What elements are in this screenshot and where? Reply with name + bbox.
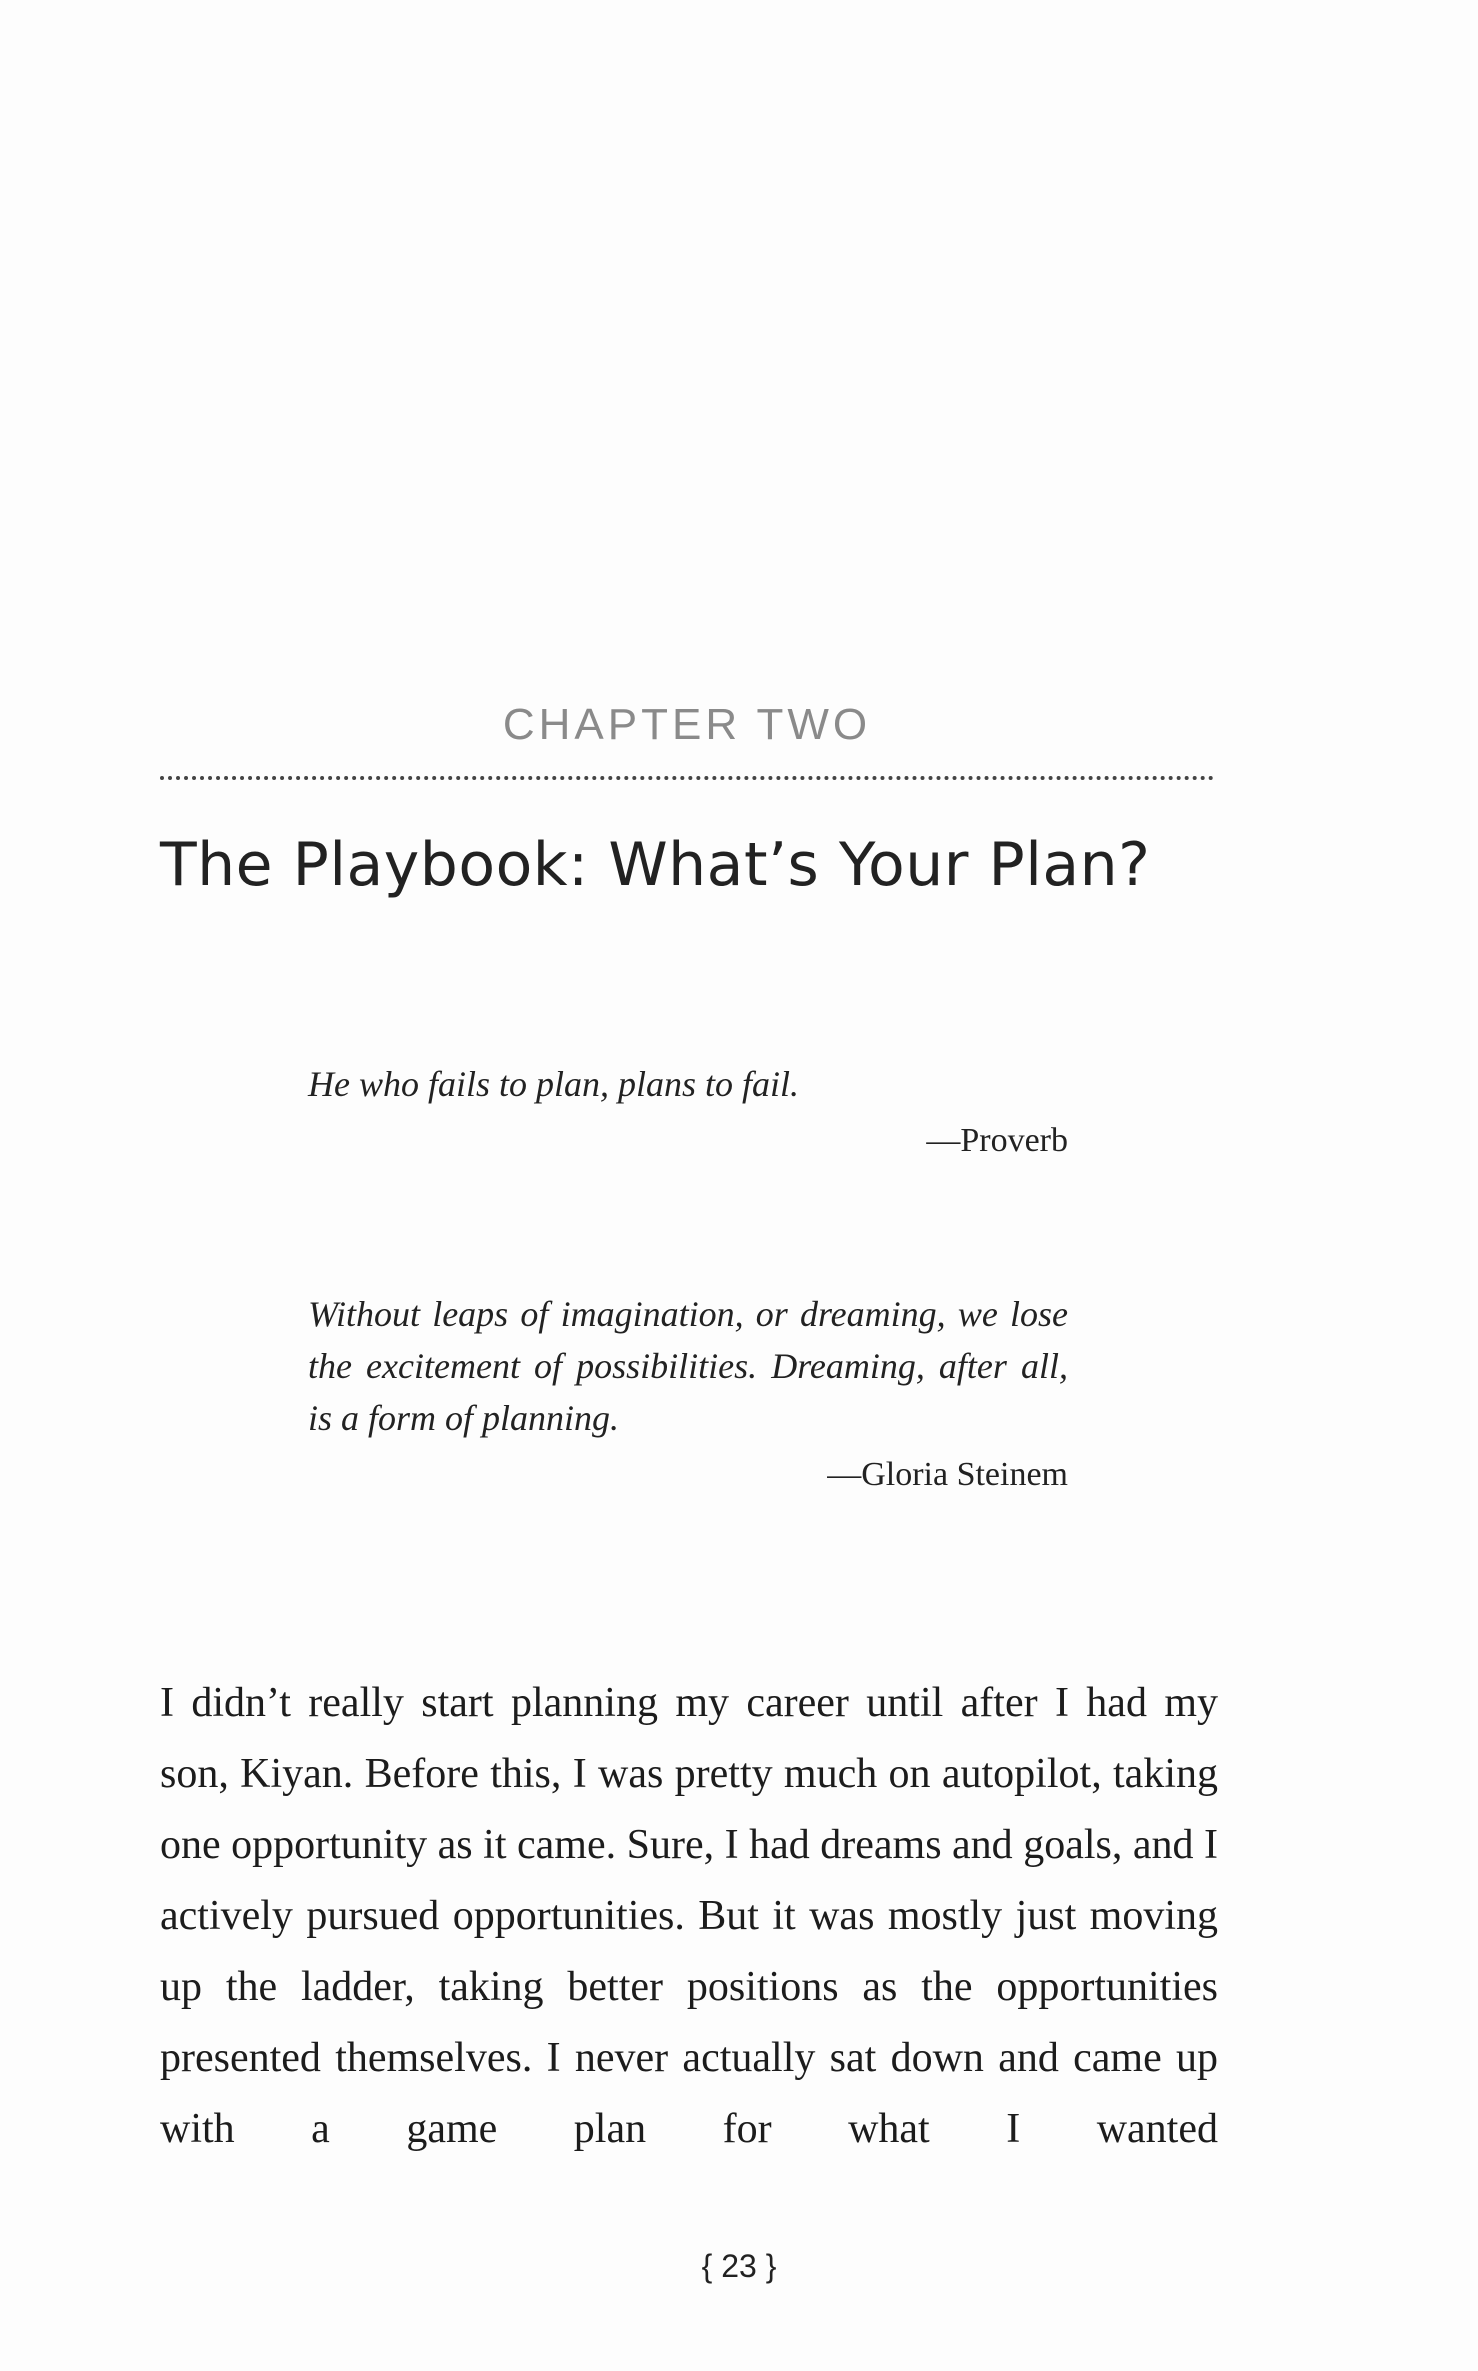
epigraph-attribution: —Gloria Steinem [827,1456,1068,1493]
epigraph-proverb [308,1058,1068,1166]
chapter-title: The Playbook: What’s Your Plan? [160,830,1151,900]
body-paragraph: I didn’t really start planning my career until after I had my son, Kiyan. Before this, I was pretty much on autopilot, taking one opportunity as it came. Sure, I had dreams and goals, and I actively pursued opportunities. But it was mostly just moving up the ladder, taking better positions as the opportunities presented themselves. I never actually sat down and came up with a game plan for what I wanted [160,1680,1218,2152]
epigraph-attribution: —Proverb [926,1122,1068,1159]
epigraph-text: He who fails to plan, plans to fail. [308,1064,800,1104]
page-number: { 23 } [701,2248,777,2284]
epigraph-steinem [308,1288,1068,1500]
epigraph-text: Without leaps of imagination, or dreaming, we lose the excitement of possibilities. Dreaming, after all, is a form of planning. [308,1294,1068,1438]
chapter-label: CHAPTER TWO [502,700,872,749]
dotted-divider [160,776,1214,780]
